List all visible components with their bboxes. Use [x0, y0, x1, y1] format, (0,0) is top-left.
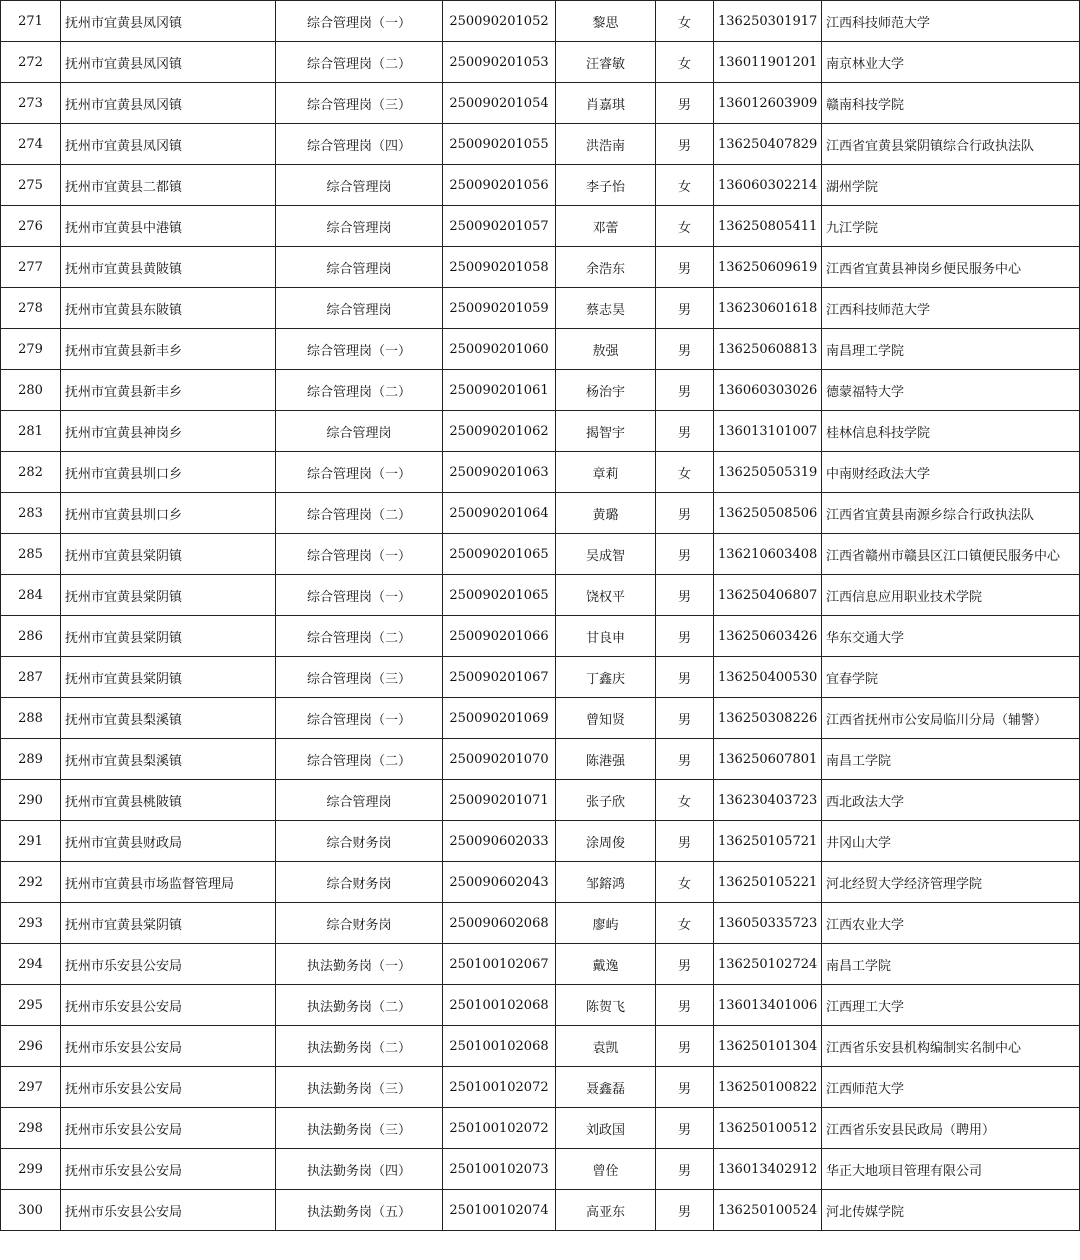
school-or-employer-cell: 南京林业大学	[822, 42, 1080, 83]
school-or-employer-cell: 江西农业大学	[822, 903, 1080, 944]
employer-unit-cell: 抚州市宜黄县市场监督管理局	[61, 862, 276, 903]
table-row	[1, 985, 1080, 1026]
candidate-name-cell: 涂周俊	[556, 821, 656, 862]
candidate-name-cell: 杨治宇	[556, 370, 656, 411]
row-number-cell: 290	[1, 780, 61, 821]
table-row	[1, 42, 1080, 83]
candidate-name-cell: 聂鑫磊	[556, 1067, 656, 1108]
candidate-gender-cell: 女	[656, 206, 714, 247]
position-code-cell: 250090201071	[443, 780, 556, 821]
row-number-cell: 287	[1, 657, 61, 698]
candidate-gender-cell: 男	[656, 821, 714, 862]
position-code-cell: 250090201066	[443, 616, 556, 657]
exam-ticket-number-cell: 136013402912	[714, 1149, 822, 1190]
position-name-cell: 综合管理岗（二）	[276, 370, 443, 411]
exam-ticket-number-cell: 136060302214	[714, 165, 822, 206]
table-row	[1, 370, 1080, 411]
school-or-employer-cell: 赣南科技学院	[822, 83, 1080, 124]
exam-ticket-number-cell: 136250400530	[714, 657, 822, 698]
row-number-cell: 283	[1, 493, 61, 534]
position-name-cell: 综合管理岗（二）	[276, 739, 443, 780]
row-number-cell: 274	[1, 124, 61, 165]
exam-ticket-number-cell: 136250100524	[714, 1190, 822, 1231]
row-number-cell: 277	[1, 247, 61, 288]
school-or-employer-cell: 江西省宜黄县南源乡综合行政执法队	[822, 493, 1080, 534]
exam-ticket-number-cell: 136250301917	[714, 1, 822, 42]
school-or-employer-cell: 江西科技师范大学	[822, 1, 1080, 42]
exam-ticket-number-cell: 136250407829	[714, 124, 822, 165]
candidate-gender-cell: 男	[656, 1108, 714, 1149]
position-name-cell: 执法勤务岗（一）	[276, 944, 443, 985]
exam-ticket-number-cell: 136013401006	[714, 985, 822, 1026]
position-code-cell: 250090201059	[443, 288, 556, 329]
position-code-cell: 250090201057	[443, 206, 556, 247]
position-name-cell: 综合管理岗（二）	[276, 42, 443, 83]
row-number-cell: 271	[1, 1, 61, 42]
candidate-name-cell: 黎思	[556, 1, 656, 42]
table-row	[1, 288, 1080, 329]
position-name-cell: 综合管理岗	[276, 780, 443, 821]
row-number-cell: 291	[1, 821, 61, 862]
employer-unit-cell: 抚州市宜黄县桃陂镇	[61, 780, 276, 821]
position-name-cell: 执法勤务岗（二）	[276, 1026, 443, 1067]
roster-body	[1, 1, 1080, 1231]
school-or-employer-cell: 湖州学院	[822, 165, 1080, 206]
position-name-cell: 综合管理岗（二）	[276, 616, 443, 657]
table-row	[1, 944, 1080, 985]
position-name-cell: 综合管理岗（一）	[276, 452, 443, 493]
exam-ticket-number-cell: 136250100512	[714, 1108, 822, 1149]
position-code-cell: 250100102073	[443, 1149, 556, 1190]
position-name-cell: 综合管理岗（一）	[276, 1, 443, 42]
table-row	[1, 1149, 1080, 1190]
row-number-cell: 278	[1, 288, 61, 329]
exam-ticket-number-cell: 136250100822	[714, 1067, 822, 1108]
table-row	[1, 124, 1080, 165]
table-row	[1, 903, 1080, 944]
exam-ticket-number-cell: 136250603426	[714, 616, 822, 657]
table-row	[1, 657, 1080, 698]
candidate-gender-cell: 男	[656, 288, 714, 329]
school-or-employer-cell: 江西信息应用职业技术学院	[822, 575, 1080, 616]
candidate-gender-cell: 男	[656, 1026, 714, 1067]
candidate-gender-cell: 男	[656, 739, 714, 780]
candidate-name-cell: 廖屿	[556, 903, 656, 944]
table-row	[1, 165, 1080, 206]
row-number-cell: 296	[1, 1026, 61, 1067]
candidate-name-cell: 李子怡	[556, 165, 656, 206]
position-code-cell: 250090201061	[443, 370, 556, 411]
position-code-cell: 250090201069	[443, 698, 556, 739]
school-or-employer-cell: 南昌工学院	[822, 739, 1080, 780]
candidate-gender-cell: 男	[656, 1149, 714, 1190]
employer-unit-cell: 抚州市宜黄县新丰乡	[61, 329, 276, 370]
table-row	[1, 329, 1080, 370]
position-code-cell: 250090201055	[443, 124, 556, 165]
school-or-employer-cell: 井冈山大学	[822, 821, 1080, 862]
candidate-gender-cell: 男	[656, 1067, 714, 1108]
candidate-name-cell: 甘良申	[556, 616, 656, 657]
row-number-cell: 299	[1, 1149, 61, 1190]
exam-ticket-number-cell: 136210603408	[714, 534, 822, 575]
candidate-name-cell: 邓蕾	[556, 206, 656, 247]
position-code-cell: 250090201065	[443, 534, 556, 575]
position-code-cell: 250100102074	[443, 1190, 556, 1231]
position-name-cell: 综合管理岗（一）	[276, 534, 443, 575]
position-code-cell: 250090602043	[443, 862, 556, 903]
candidate-gender-cell: 女	[656, 1, 714, 42]
candidate-gender-cell: 男	[656, 370, 714, 411]
row-number-cell: 272	[1, 42, 61, 83]
employer-unit-cell: 抚州市乐安县公安局	[61, 985, 276, 1026]
employer-unit-cell: 抚州市宜黄县圳口乡	[61, 452, 276, 493]
exam-ticket-number-cell: 136250609619	[714, 247, 822, 288]
candidate-name-cell: 陈贺飞	[556, 985, 656, 1026]
candidate-name-cell: 邹鎔鸿	[556, 862, 656, 903]
row-number-cell: 289	[1, 739, 61, 780]
employer-unit-cell: 抚州市宜黄县神岗乡	[61, 411, 276, 452]
position-name-cell: 综合财务岗	[276, 821, 443, 862]
position-code-cell: 250100102067	[443, 944, 556, 985]
candidate-name-cell: 章莉	[556, 452, 656, 493]
table-row	[1, 1, 1080, 42]
candidate-gender-cell: 男	[656, 985, 714, 1026]
exam-ticket-number-cell: 136250105721	[714, 821, 822, 862]
position-code-cell: 250100102072	[443, 1108, 556, 1149]
row-number-cell: 288	[1, 698, 61, 739]
row-number-cell: 286	[1, 616, 61, 657]
candidate-name-cell: 张子欣	[556, 780, 656, 821]
candidate-name-cell: 刘政国	[556, 1108, 656, 1149]
table-row	[1, 1108, 1080, 1149]
school-or-employer-cell: 江西省乐安县民政局（聘用）	[822, 1108, 1080, 1149]
school-or-employer-cell: 南昌理工学院	[822, 329, 1080, 370]
candidate-gender-cell: 女	[656, 903, 714, 944]
position-code-cell: 250100102068	[443, 1026, 556, 1067]
candidate-name-cell: 曾佺	[556, 1149, 656, 1190]
employer-unit-cell: 抚州市宜黄县梨溪镇	[61, 739, 276, 780]
candidate-gender-cell: 男	[656, 124, 714, 165]
employer-unit-cell: 抚州市宜黄县二都镇	[61, 165, 276, 206]
candidate-gender-cell: 女	[656, 452, 714, 493]
position-code-cell: 250090201053	[443, 42, 556, 83]
row-number-cell: 292	[1, 862, 61, 903]
candidate-name-cell: 肖嘉琪	[556, 83, 656, 124]
row-number-cell: 276	[1, 206, 61, 247]
row-number-cell: 294	[1, 944, 61, 985]
row-number-cell: 298	[1, 1108, 61, 1149]
school-or-employer-cell: 河北传媒学院	[822, 1190, 1080, 1231]
position-code-cell: 250090602068	[443, 903, 556, 944]
position-name-cell: 综合管理岗	[276, 165, 443, 206]
position-name-cell: 综合管理岗	[276, 247, 443, 288]
position-name-cell: 执法勤务岗（二）	[276, 985, 443, 1026]
exam-ticket-number-cell: 136250101304	[714, 1026, 822, 1067]
position-name-cell: 综合管理岗（三）	[276, 657, 443, 698]
table-row	[1, 411, 1080, 452]
employer-unit-cell: 抚州市乐安县公安局	[61, 1108, 276, 1149]
school-or-employer-cell: 江西省赣州市赣县区江口镇便民服务中心	[822, 534, 1080, 575]
exam-ticket-number-cell: 136250608813	[714, 329, 822, 370]
school-or-employer-cell: 九江学院	[822, 206, 1080, 247]
candidate-name-cell: 袁凯	[556, 1026, 656, 1067]
row-number-cell: 282	[1, 452, 61, 493]
school-or-employer-cell: 江西理工大学	[822, 985, 1080, 1026]
row-number-cell: 279	[1, 329, 61, 370]
position-code-cell: 250100102068	[443, 985, 556, 1026]
candidate-gender-cell: 男	[656, 575, 714, 616]
candidate-name-cell: 汪睿敏	[556, 42, 656, 83]
position-code-cell: 250090201065	[443, 575, 556, 616]
candidate-gender-cell: 女	[656, 165, 714, 206]
exam-ticket-number-cell: 136012603909	[714, 83, 822, 124]
candidate-gender-cell: 女	[656, 862, 714, 903]
employer-unit-cell: 抚州市宜黄县梨溪镇	[61, 698, 276, 739]
exam-ticket-number-cell: 136230601618	[714, 288, 822, 329]
position-name-cell: 综合管理岗	[276, 288, 443, 329]
employer-unit-cell: 抚州市宜黄县棠阴镇	[61, 534, 276, 575]
school-or-employer-cell: 华正大地项目管理有限公司	[822, 1149, 1080, 1190]
position-name-cell: 综合管理岗（一）	[276, 329, 443, 370]
employer-unit-cell: 抚州市乐安县公安局	[61, 1190, 276, 1231]
candidate-name-cell: 蔡志昊	[556, 288, 656, 329]
candidate-name-cell: 曾知贤	[556, 698, 656, 739]
employer-unit-cell: 抚州市乐安县公安局	[61, 944, 276, 985]
candidate-name-cell: 饶权平	[556, 575, 656, 616]
school-or-employer-cell: 江西省宜黄县棠阴镇综合行政执法队	[822, 124, 1080, 165]
table-row	[1, 1190, 1080, 1231]
table-row	[1, 534, 1080, 575]
candidate-gender-cell: 男	[656, 616, 714, 657]
school-or-employer-cell: 河北经贸大学经济管理学院	[822, 862, 1080, 903]
candidate-gender-cell: 男	[656, 944, 714, 985]
employer-unit-cell: 抚州市宜黄县凤冈镇	[61, 1, 276, 42]
exam-ticket-number-cell: 136250406807	[714, 575, 822, 616]
position-name-cell: 综合管理岗（三）	[276, 83, 443, 124]
position-code-cell: 250090201064	[443, 493, 556, 534]
position-name-cell: 综合管理岗（一）	[276, 698, 443, 739]
position-name-cell: 执法勤务岗（五）	[276, 1190, 443, 1231]
school-or-employer-cell: 江西科技师范大学	[822, 288, 1080, 329]
employer-unit-cell: 抚州市宜黄县东陂镇	[61, 288, 276, 329]
table-row	[1, 616, 1080, 657]
table-row	[1, 1067, 1080, 1108]
candidate-gender-cell: 男	[656, 534, 714, 575]
candidate-gender-cell: 男	[656, 1190, 714, 1231]
exam-ticket-number-cell: 136230403723	[714, 780, 822, 821]
position-code-cell: 250090201062	[443, 411, 556, 452]
position-name-cell: 综合管理岗	[276, 206, 443, 247]
table-row	[1, 698, 1080, 739]
position-name-cell: 综合财务岗	[276, 903, 443, 944]
row-number-cell: 281	[1, 411, 61, 452]
candidate-name-cell: 丁鑫庆	[556, 657, 656, 698]
employer-unit-cell: 抚州市宜黄县中港镇	[61, 206, 276, 247]
exam-ticket-number-cell: 136250508506	[714, 493, 822, 534]
position-name-cell: 执法勤务岗（三）	[276, 1067, 443, 1108]
table-row	[1, 862, 1080, 903]
exam-ticket-number-cell: 136250505319	[714, 452, 822, 493]
position-name-cell: 综合管理岗（二）	[276, 493, 443, 534]
exam-ticket-number-cell: 136250308226	[714, 698, 822, 739]
table-row	[1, 739, 1080, 780]
table-row	[1, 1026, 1080, 1067]
candidate-name-cell: 揭智宇	[556, 411, 656, 452]
school-or-employer-cell: 桂林信息科技学院	[822, 411, 1080, 452]
employer-unit-cell: 抚州市宜黄县圳口乡	[61, 493, 276, 534]
position-name-cell: 执法勤务岗（三）	[276, 1108, 443, 1149]
employer-unit-cell: 抚州市宜黄县棠阴镇	[61, 616, 276, 657]
position-name-cell: 综合财务岗	[276, 862, 443, 903]
exam-ticket-number-cell: 136250105221	[714, 862, 822, 903]
row-number-cell: 285	[1, 534, 61, 575]
position-code-cell: 250090602033	[443, 821, 556, 862]
employer-unit-cell: 抚州市宜黄县棠阴镇	[61, 575, 276, 616]
position-name-cell: 综合管理岗	[276, 411, 443, 452]
table-row	[1, 821, 1080, 862]
school-or-employer-cell: 江西省宜黄县神岗乡便民服务中心	[822, 247, 1080, 288]
row-number-cell: 295	[1, 985, 61, 1026]
position-name-cell: 综合管理岗（一）	[276, 575, 443, 616]
exam-ticket-number-cell: 136011901201	[714, 42, 822, 83]
exam-ticket-number-cell: 136250805411	[714, 206, 822, 247]
candidate-name-cell: 余浩东	[556, 247, 656, 288]
employer-unit-cell: 抚州市宜黄县黄陂镇	[61, 247, 276, 288]
candidate-gender-cell: 男	[656, 411, 714, 452]
position-code-cell: 250090201070	[443, 739, 556, 780]
row-number-cell: 275	[1, 165, 61, 206]
candidate-gender-cell: 男	[656, 247, 714, 288]
exam-ticket-number-cell: 136250102724	[714, 944, 822, 985]
candidate-name-cell: 戴逸	[556, 944, 656, 985]
candidate-gender-cell: 女	[656, 780, 714, 821]
position-code-cell: 250100102072	[443, 1067, 556, 1108]
candidate-gender-cell: 男	[656, 83, 714, 124]
position-code-cell: 250090201058	[443, 247, 556, 288]
position-code-cell: 250090201056	[443, 165, 556, 206]
exam-ticket-number-cell: 136250607801	[714, 739, 822, 780]
employer-unit-cell: 抚州市乐安县公安局	[61, 1067, 276, 1108]
employer-unit-cell: 抚州市宜黄县凤冈镇	[61, 124, 276, 165]
school-or-employer-cell: 宜春学院	[822, 657, 1080, 698]
employer-unit-cell: 抚州市宜黄县棠阴镇	[61, 903, 276, 944]
table-row	[1, 206, 1080, 247]
school-or-employer-cell: 江西师范大学	[822, 1067, 1080, 1108]
school-or-employer-cell: 江西省乐安县机构编制实名制中心	[822, 1026, 1080, 1067]
candidate-name-cell: 洪浩南	[556, 124, 656, 165]
position-code-cell: 250090201054	[443, 83, 556, 124]
employer-unit-cell: 抚州市宜黄县新丰乡	[61, 370, 276, 411]
table-row	[1, 493, 1080, 534]
employer-unit-cell: 抚州市宜黄县棠阴镇	[61, 657, 276, 698]
row-number-cell: 300	[1, 1190, 61, 1231]
exam-ticket-number-cell: 136013101007	[714, 411, 822, 452]
school-or-employer-cell: 华东交通大学	[822, 616, 1080, 657]
position-code-cell: 250090201052	[443, 1, 556, 42]
table-row	[1, 780, 1080, 821]
candidate-name-cell: 敖强	[556, 329, 656, 370]
table-row	[1, 452, 1080, 493]
candidate-name-cell: 陈港强	[556, 739, 656, 780]
employer-unit-cell: 抚州市宜黄县凤冈镇	[61, 83, 276, 124]
employer-unit-cell: 抚州市乐安县公安局	[61, 1026, 276, 1067]
school-or-employer-cell: 德蒙福特大学	[822, 370, 1080, 411]
row-number-cell: 297	[1, 1067, 61, 1108]
row-number-cell: 284	[1, 575, 61, 616]
candidate-name-cell: 高亚东	[556, 1190, 656, 1231]
employer-unit-cell: 抚州市乐安县公安局	[61, 1149, 276, 1190]
table-row	[1, 247, 1080, 288]
row-number-cell: 273	[1, 83, 61, 124]
position-code-cell: 250090201060	[443, 329, 556, 370]
school-or-employer-cell: 西北政法大学	[822, 780, 1080, 821]
exam-ticket-number-cell: 136060303026	[714, 370, 822, 411]
candidate-gender-cell: 男	[656, 657, 714, 698]
position-code-cell: 250090201067	[443, 657, 556, 698]
school-or-employer-cell: 南昌工学院	[822, 944, 1080, 985]
position-name-cell: 执法勤务岗（四）	[276, 1149, 443, 1190]
position-name-cell: 综合管理岗（四）	[276, 124, 443, 165]
candidate-gender-cell: 男	[656, 698, 714, 739]
table-row	[1, 83, 1080, 124]
candidate-gender-cell: 男	[656, 329, 714, 370]
candidate-gender-cell: 女	[656, 42, 714, 83]
candidate-name-cell: 吴成智	[556, 534, 656, 575]
row-number-cell: 293	[1, 903, 61, 944]
school-or-employer-cell: 江西省抚州市公安局临川分局（辅警）	[822, 698, 1080, 739]
employer-unit-cell: 抚州市宜黄县财政局	[61, 821, 276, 862]
candidate-name-cell: 黄璐	[556, 493, 656, 534]
employer-unit-cell: 抚州市宜黄县凤冈镇	[61, 42, 276, 83]
table-row	[1, 575, 1080, 616]
exam-ticket-number-cell: 136050335723	[714, 903, 822, 944]
candidate-gender-cell: 男	[656, 493, 714, 534]
row-number-cell: 280	[1, 370, 61, 411]
position-code-cell: 250090201063	[443, 452, 556, 493]
school-or-employer-cell: 中南财经政法大学	[822, 452, 1080, 493]
